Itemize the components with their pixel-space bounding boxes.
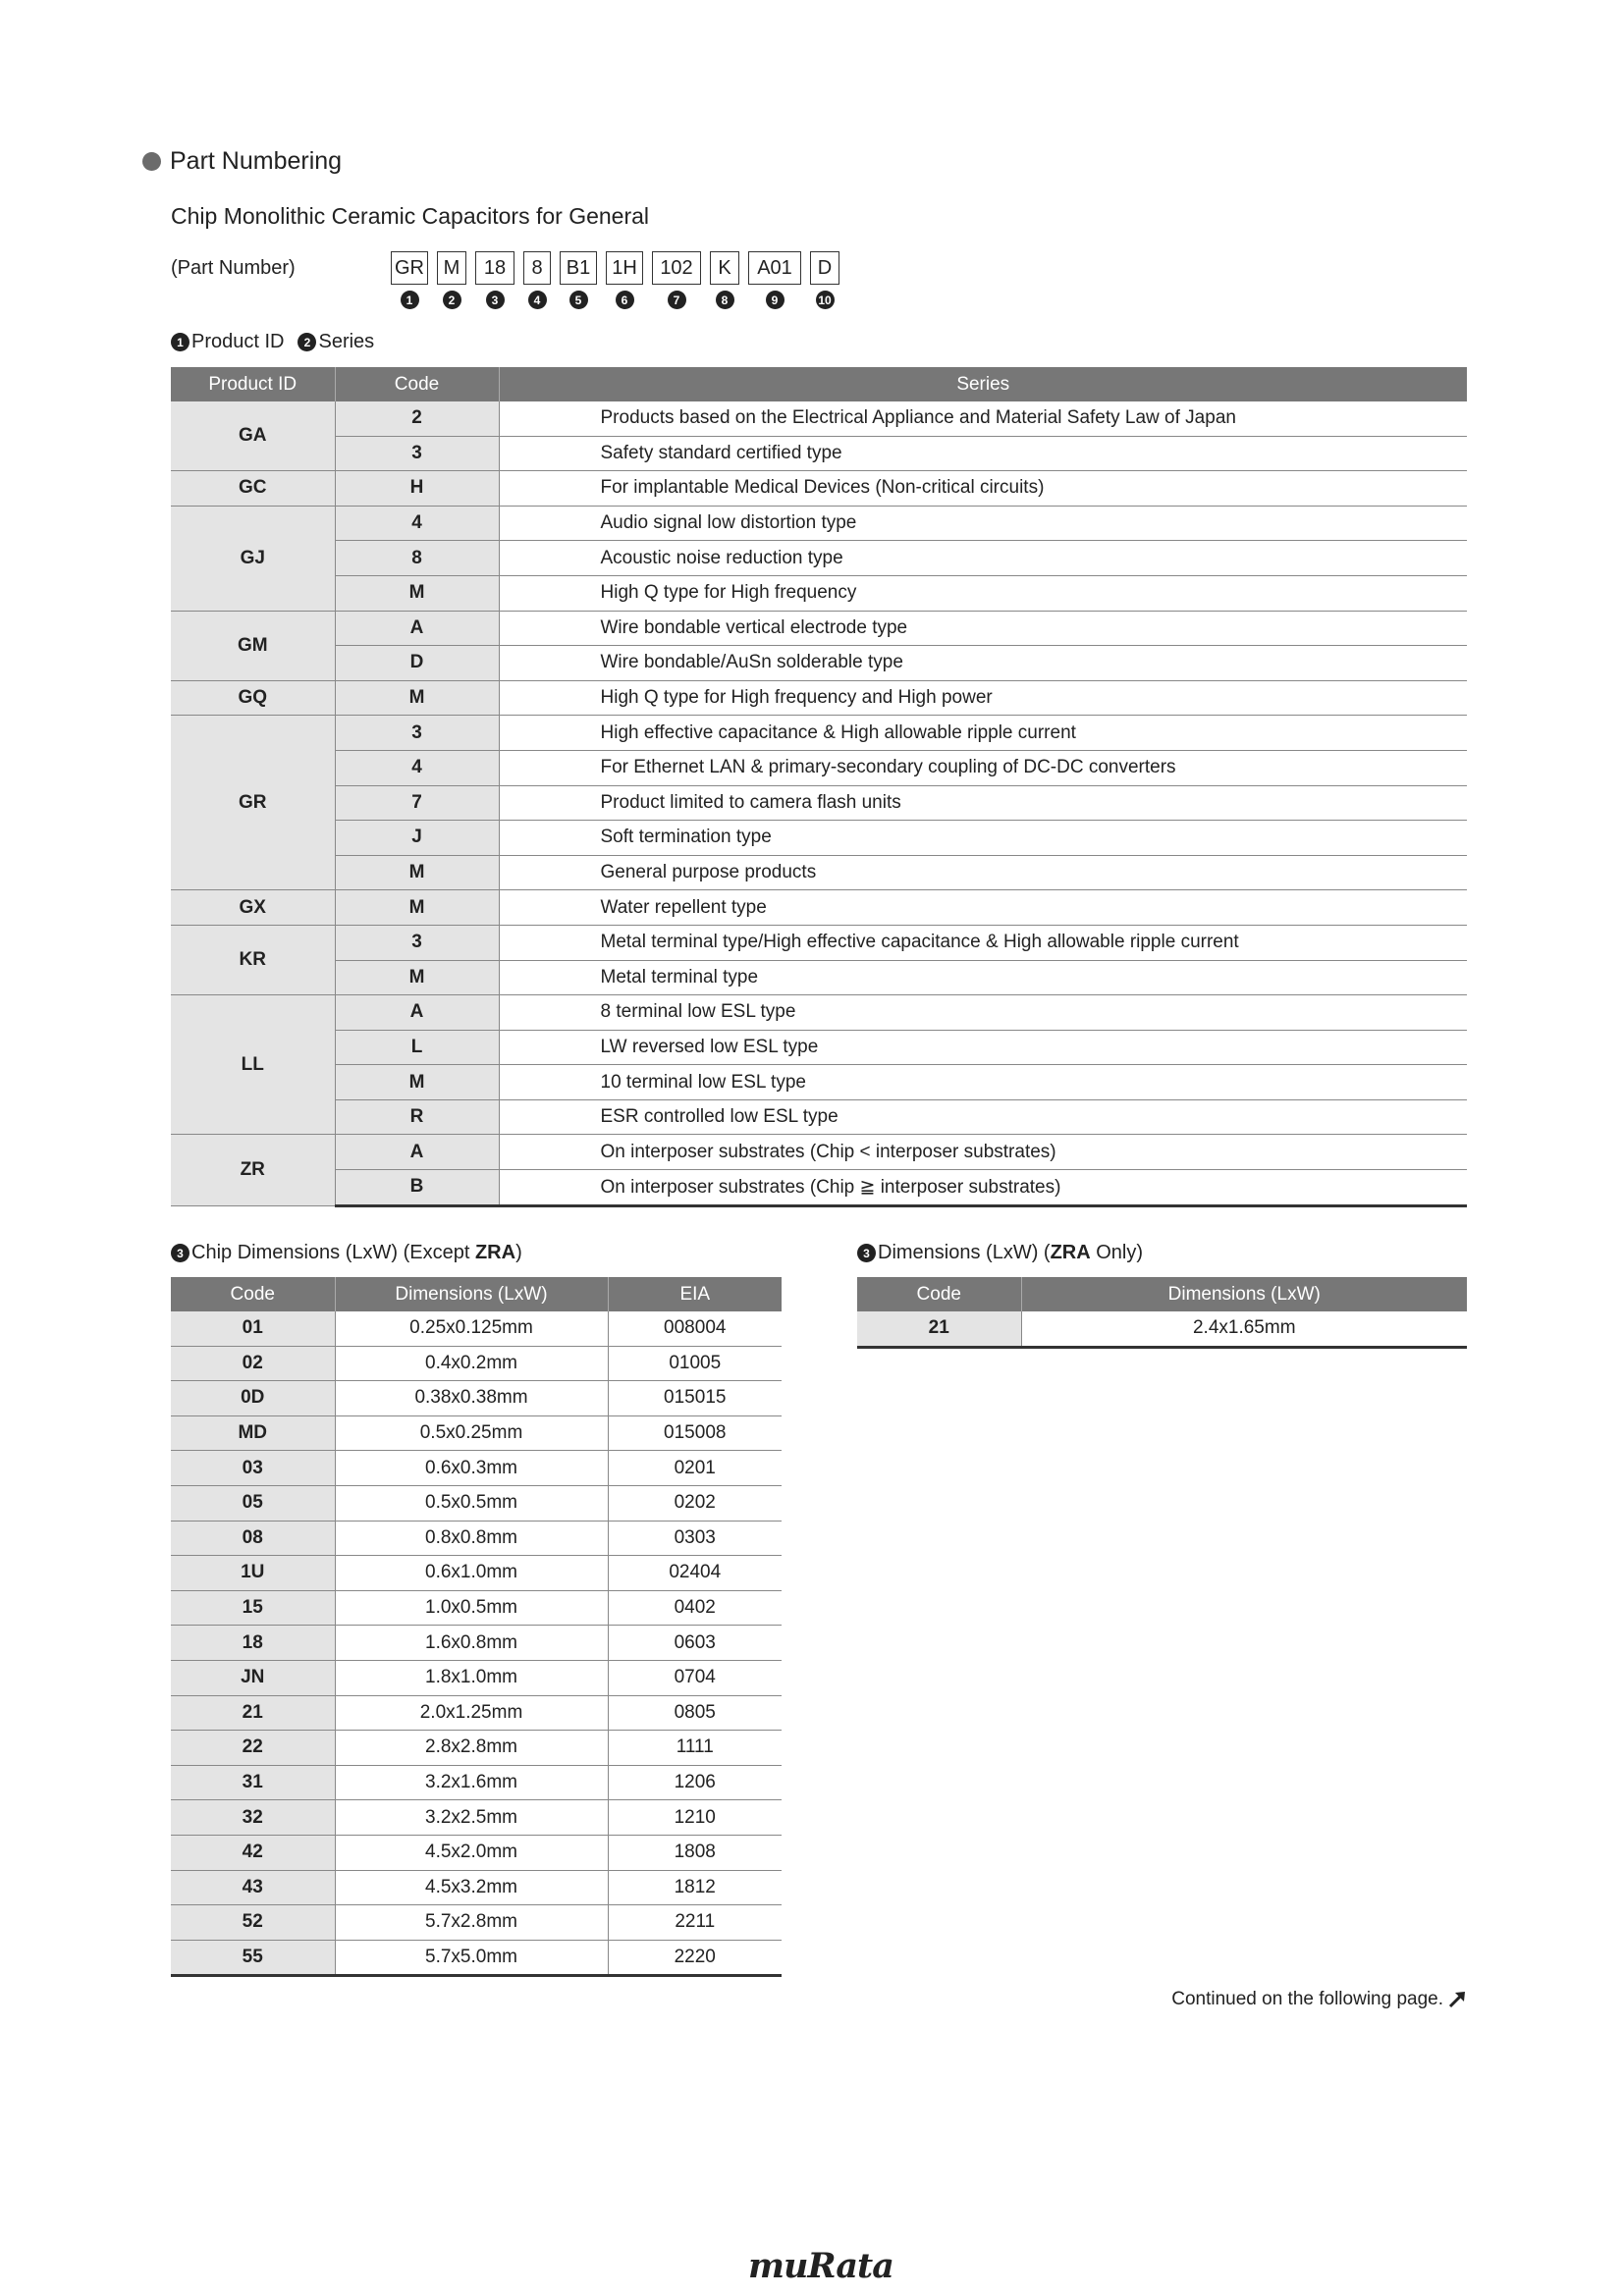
table-row bbox=[171, 471, 1467, 507]
eia-cell: 2220 bbox=[608, 1940, 782, 1976]
header-product-id: Product ID bbox=[171, 367, 335, 401]
code-cell: 21 bbox=[171, 1695, 335, 1731]
series-cell: For implantable Medical Devices (Non-critical circuits) bbox=[499, 471, 1467, 507]
code-cell: MD bbox=[171, 1415, 335, 1451]
eia-cell: 02404 bbox=[608, 1556, 782, 1591]
continued-text: Continued on the following page. bbox=[1171, 1989, 1443, 2009]
eia-cell: 0402 bbox=[608, 1590, 782, 1626]
table-row bbox=[171, 1415, 782, 1451]
dimensions-cell: 0.6x1.0mm bbox=[335, 1556, 608, 1591]
table-row bbox=[171, 1835, 782, 1870]
series-cell: For Ethernet LAN & primary-secondary coupling of DC-DC converters bbox=[499, 750, 1467, 785]
part-number-index-icon: 5 bbox=[569, 291, 588, 309]
table-row bbox=[171, 1451, 782, 1486]
code-cell: 22 bbox=[171, 1731, 335, 1766]
subtitle: Chip Monolithic Ceramic Capacitors for General bbox=[171, 203, 650, 229]
series-cell: Acoustic noise reduction type bbox=[499, 541, 1467, 576]
table-row bbox=[171, 680, 1467, 716]
code-cell: M bbox=[335, 575, 499, 611]
table-row bbox=[171, 960, 1467, 995]
series-cell: Safety standard certified type bbox=[499, 436, 1467, 471]
table-row bbox=[171, 1695, 782, 1731]
code-cell: 7 bbox=[335, 785, 499, 821]
code-cell: 4 bbox=[335, 506, 499, 541]
table-row bbox=[171, 821, 1467, 856]
dimensions-cell: 1.0x0.5mm bbox=[335, 1590, 608, 1626]
eia-cell: 0805 bbox=[608, 1695, 782, 1731]
series-cell: LW reversed low ESL type bbox=[499, 1030, 1467, 1065]
code-cell: M bbox=[335, 960, 499, 995]
table-row bbox=[171, 1905, 782, 1941]
series-table bbox=[171, 367, 1467, 1207]
part-number-label: (Part Number) bbox=[171, 257, 296, 279]
code-cell: 08 bbox=[171, 1521, 335, 1556]
series-cell: General purpose products bbox=[499, 855, 1467, 890]
eia-cell: 008004 bbox=[608, 1311, 782, 1346]
eia-cell: 0603 bbox=[608, 1626, 782, 1661]
product-id-cell: GX bbox=[171, 890, 335, 926]
product-id-cell: GM bbox=[171, 611, 335, 680]
table-row bbox=[171, 716, 1467, 751]
zra-dimensions-table bbox=[857, 1277, 1467, 1349]
code-cell: B bbox=[335, 1170, 499, 1206]
series-section-label bbox=[171, 331, 374, 353]
part-number-segment: A01 bbox=[748, 251, 801, 285]
table-row bbox=[171, 506, 1467, 541]
product-id-cell: KR bbox=[171, 925, 335, 994]
dimensions-cell: 5.7x2.8mm bbox=[335, 1905, 608, 1941]
code-cell: 4 bbox=[335, 750, 499, 785]
product-id-cell: LL bbox=[171, 995, 335, 1135]
eia-cell: 01005 bbox=[608, 1346, 782, 1381]
table-row bbox=[171, 785, 1467, 821]
table-row bbox=[171, 611, 1467, 646]
dimensions-cell: 5.7x5.0mm bbox=[335, 1940, 608, 1976]
product-id-cell: GA bbox=[171, 401, 335, 471]
table-row bbox=[171, 1590, 782, 1626]
code-cell: J bbox=[335, 821, 499, 856]
product-id-cell: GJ bbox=[171, 506, 335, 611]
header-eia: EIA bbox=[608, 1277, 782, 1311]
part-number-segment: 102 bbox=[652, 251, 701, 285]
product-id-label: Product ID bbox=[191, 331, 285, 352]
part-number-segment: 18 bbox=[475, 251, 514, 285]
header-code: Code bbox=[171, 1277, 335, 1311]
dimensions-cell: 1.6x0.8mm bbox=[335, 1626, 608, 1661]
product-id-cell: GQ bbox=[171, 680, 335, 716]
table-row bbox=[171, 855, 1467, 890]
part-number-index-icon: 8 bbox=[716, 291, 734, 309]
table-row bbox=[171, 1135, 1467, 1170]
code-cell: 0D bbox=[171, 1381, 335, 1416]
series-cell: High Q type for High frequency and High power bbox=[499, 680, 1467, 716]
chip-dimensions-label: 3 Chip Dimensions (LxW) (Except ZRA) bbox=[171, 1242, 522, 1264]
code-cell: 01 bbox=[171, 1311, 335, 1346]
series-cell: On interposer substrates (Chip < interposer substrates) bbox=[499, 1135, 1467, 1170]
code-cell: 05 bbox=[171, 1485, 335, 1521]
eia-cell: 1808 bbox=[608, 1835, 782, 1870]
header-dimensions: Dimensions (LxW) bbox=[1021, 1277, 1467, 1311]
code-cell: 15 bbox=[171, 1590, 335, 1626]
number-1-icon: 1 bbox=[171, 333, 189, 351]
eia-cell: 0202 bbox=[608, 1485, 782, 1521]
eia-cell: 0704 bbox=[608, 1660, 782, 1695]
code-cell: A bbox=[335, 611, 499, 646]
series-cell: Water repellent type bbox=[499, 890, 1467, 926]
code-cell: D bbox=[335, 646, 499, 681]
eia-cell: 0201 bbox=[608, 1451, 782, 1486]
dimensions-cell: 3.2x1.6mm bbox=[335, 1765, 608, 1800]
code-cell: 03 bbox=[171, 1451, 335, 1486]
eia-cell: 015015 bbox=[608, 1381, 782, 1416]
code-cell: 02 bbox=[171, 1346, 335, 1381]
number-2-icon: 2 bbox=[298, 333, 316, 351]
dimensions-cell: 0.38x0.38mm bbox=[335, 1381, 608, 1416]
eia-cell: 1812 bbox=[608, 1870, 782, 1905]
code-cell: 32 bbox=[171, 1800, 335, 1836]
number-3-icon: 3 bbox=[171, 1244, 189, 1262]
dimensions-cell: 0.6x0.3mm bbox=[335, 1451, 608, 1486]
product-id-cell: GC bbox=[171, 471, 335, 507]
eia-cell: 2211 bbox=[608, 1905, 782, 1941]
part-number-segment: 1H bbox=[606, 251, 643, 285]
part-number-segment: M bbox=[437, 251, 466, 285]
code-cell: 3 bbox=[335, 436, 499, 471]
dimensions-cell: 2.8x2.8mm bbox=[335, 1731, 608, 1766]
code-cell: 21 bbox=[857, 1311, 1021, 1347]
part-number-segment: K bbox=[710, 251, 739, 285]
series-cell: Metal terminal type/High effective capacitance & High allowable ripple current bbox=[499, 925, 1467, 960]
code-cell: 2 bbox=[335, 401, 499, 436]
murata-logo: muRata bbox=[748, 2246, 893, 2286]
code-cell: H bbox=[335, 471, 499, 507]
table-row bbox=[171, 1381, 782, 1416]
series-cell: Product limited to camera flash units bbox=[499, 785, 1467, 821]
series-cell: On interposer substrates (Chip ≧ interposer substrates) bbox=[499, 1170, 1467, 1206]
code-cell: L bbox=[335, 1030, 499, 1065]
part-number-index-icon: 3 bbox=[486, 291, 505, 309]
product-id-cell: ZR bbox=[171, 1135, 335, 1205]
eia-cell: 015008 bbox=[608, 1415, 782, 1451]
table-row bbox=[171, 1660, 782, 1695]
table-row bbox=[171, 750, 1467, 785]
table-row bbox=[171, 1870, 782, 1905]
table-row bbox=[171, 1485, 782, 1521]
code-cell: M bbox=[335, 855, 499, 890]
dimensions-cell: 3.2x2.5mm bbox=[335, 1800, 608, 1836]
series-cell: ESR controlled low ESL type bbox=[499, 1099, 1467, 1135]
code-cell: JN bbox=[171, 1660, 335, 1695]
part-number-segment: D bbox=[810, 251, 839, 285]
eia-cell: 1111 bbox=[608, 1731, 782, 1766]
code-cell: 8 bbox=[335, 541, 499, 576]
dimensions-cell: 2.4x1.65mm bbox=[1021, 1311, 1467, 1347]
part-number-index-icon: 1 bbox=[401, 291, 419, 309]
section-heading bbox=[142, 147, 342, 176]
table-row bbox=[171, 1346, 782, 1381]
part-number-segment: 8 bbox=[523, 251, 551, 285]
table-row bbox=[171, 1765, 782, 1800]
series-cell: 10 terminal low ESL type bbox=[499, 1065, 1467, 1100]
table-row bbox=[171, 401, 1467, 436]
table-row bbox=[171, 1065, 1467, 1100]
table-row bbox=[857, 1311, 1467, 1347]
dimensions-cell: 1.8x1.0mm bbox=[335, 1660, 608, 1695]
table-row bbox=[171, 1521, 782, 1556]
bullet-icon bbox=[142, 152, 161, 171]
eia-cell: 1206 bbox=[608, 1765, 782, 1800]
part-number-index-icon: 7 bbox=[668, 291, 686, 309]
code-cell: 1U bbox=[171, 1556, 335, 1591]
table-row bbox=[171, 1556, 782, 1591]
part-number-index-icon: 4 bbox=[528, 291, 547, 309]
table-row bbox=[171, 1099, 1467, 1135]
header-dimensions: Dimensions (LxW) bbox=[335, 1277, 608, 1311]
part-number-index-icon: 9 bbox=[766, 291, 784, 309]
series-cell: Products based on the Electrical Appliance and Material Safety Law of Japan bbox=[499, 401, 1467, 436]
dimensions-cell: 4.5x3.2mm bbox=[335, 1870, 608, 1905]
table-row bbox=[171, 541, 1467, 576]
part-number-index-icon: 6 bbox=[616, 291, 634, 309]
eia-cell: 0303 bbox=[608, 1521, 782, 1556]
arrow-up-right-icon bbox=[1447, 1990, 1467, 2009]
series-cell: Metal terminal type bbox=[499, 960, 1467, 995]
table-row bbox=[171, 575, 1467, 611]
code-cell: R bbox=[335, 1099, 499, 1135]
table-row bbox=[171, 1626, 782, 1661]
dimensions-cell: 0.4x0.2mm bbox=[335, 1346, 608, 1381]
table-row bbox=[171, 646, 1467, 681]
part-number-index-icon: 2 bbox=[443, 291, 461, 309]
heading-text: Part Numbering bbox=[170, 147, 343, 175]
chip-dimensions-table bbox=[171, 1277, 782, 1977]
series-cell: Wire bondable vertical electrode type bbox=[499, 611, 1467, 646]
part-number-segment: B1 bbox=[560, 251, 597, 285]
code-cell: 42 bbox=[171, 1835, 335, 1870]
product-id-cell: GR bbox=[171, 716, 335, 890]
continued-note bbox=[1171, 1989, 1467, 2010]
code-cell: M bbox=[335, 890, 499, 926]
table-row bbox=[171, 890, 1467, 926]
series-cell: Audio signal low distortion type bbox=[499, 506, 1467, 541]
table-row bbox=[171, 436, 1467, 471]
code-cell: A bbox=[335, 995, 499, 1031]
series-cell: High effective capacitance & High allowable ripple current bbox=[499, 716, 1467, 751]
code-cell: A bbox=[335, 1135, 499, 1170]
series-cell: 8 terminal low ESL type bbox=[499, 995, 1467, 1031]
zra-dimensions-label: 3 Dimensions (LxW) (ZRA Only) bbox=[857, 1242, 1143, 1264]
dimensions-cell: 0.8x0.8mm bbox=[335, 1521, 608, 1556]
header-code: Code bbox=[857, 1277, 1021, 1311]
code-cell: M bbox=[335, 680, 499, 716]
series-cell: High Q type for High frequency bbox=[499, 575, 1467, 611]
dimensions-cell: 0.5x0.25mm bbox=[335, 1415, 608, 1451]
header-series: Series bbox=[499, 367, 1467, 401]
dimensions-cell: 2.0x1.25mm bbox=[335, 1695, 608, 1731]
code-cell: 3 bbox=[335, 925, 499, 960]
series-cell: Wire bondable/AuSn solderable type bbox=[499, 646, 1467, 681]
table-row bbox=[171, 1030, 1467, 1065]
table-row bbox=[171, 995, 1467, 1031]
table-row bbox=[171, 1170, 1467, 1206]
table-row bbox=[171, 1731, 782, 1766]
table-row bbox=[171, 1800, 782, 1836]
table-row bbox=[171, 925, 1467, 960]
series-label: Series bbox=[318, 331, 375, 352]
series-cell: Soft termination type bbox=[499, 821, 1467, 856]
code-cell: 43 bbox=[171, 1870, 335, 1905]
table-row bbox=[171, 1311, 782, 1346]
code-cell: 18 bbox=[171, 1626, 335, 1661]
part-number-segment: GR bbox=[391, 251, 428, 285]
code-cell: 31 bbox=[171, 1765, 335, 1800]
code-cell: 52 bbox=[171, 1905, 335, 1941]
table-row bbox=[171, 1940, 782, 1976]
code-cell: 3 bbox=[335, 716, 499, 751]
header-code: Code bbox=[335, 367, 499, 401]
number-3-icon: 3 bbox=[857, 1244, 876, 1262]
part-number-index-icon: 10 bbox=[816, 291, 835, 309]
code-cell: M bbox=[335, 1065, 499, 1100]
code-cell: 55 bbox=[171, 1940, 335, 1976]
dimensions-cell: 0.25x0.125mm bbox=[335, 1311, 608, 1346]
eia-cell: 1210 bbox=[608, 1800, 782, 1836]
dimensions-cell: 4.5x2.0mm bbox=[335, 1835, 608, 1870]
dimensions-cell: 0.5x0.5mm bbox=[335, 1485, 608, 1521]
